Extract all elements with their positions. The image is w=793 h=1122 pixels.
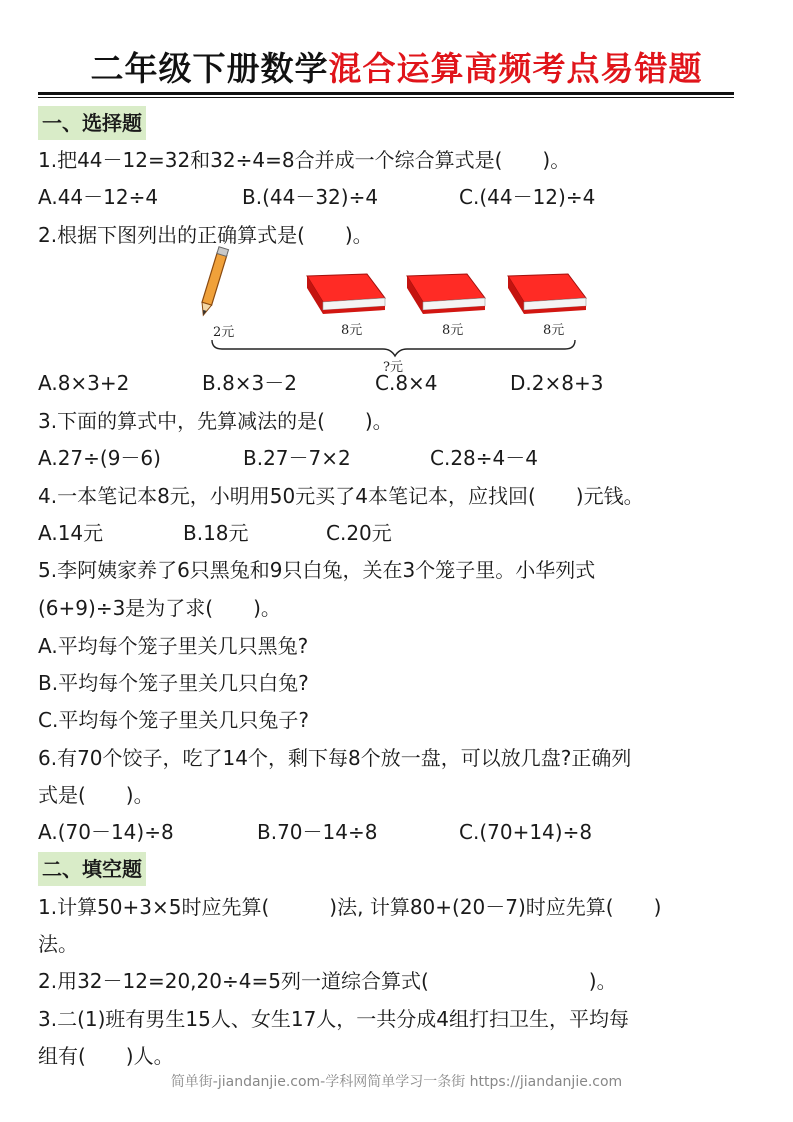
- book-price-2: 8元: [442, 323, 464, 338]
- f3-text-line2: 组有( )人。: [38, 1044, 174, 1068]
- q2-text: 2.根据下图列出的正确算式是( )。: [38, 223, 373, 247]
- q2-option-a: A.8×3+2: [38, 371, 130, 395]
- title-rule-thin: [38, 97, 734, 98]
- book-icon: [307, 274, 385, 314]
- q2-option-b: B.8×3－2: [202, 371, 298, 395]
- section-heading-choice: 一、选择题: [38, 106, 146, 140]
- q1-option-a: A.44－12÷4: [38, 185, 159, 209]
- q1-text: 1.把44－12=32和32÷4=8合并成一个综合算式是( )。: [38, 148, 571, 172]
- footer-watermark: 简单街-jiandanjie.com-学科网简单学习一条街 https://jiandanjie.com: [170, 1074, 623, 1090]
- book-icon: [508, 274, 586, 314]
- f1-text-line1: 1.计算50+3×5时应先算( )法, 计算80+(20－7)时应先算( ): [38, 895, 662, 919]
- title-highlight: 混合运算高频考点易错题: [328, 49, 703, 88]
- q1-option-c: C.(44－12)÷4: [459, 185, 596, 209]
- f3-text-line1: 3.二(1)班有男生15人、女生17人，一共分成4组打扫卫生，平均每: [38, 1007, 630, 1031]
- q3-option-c: C.28÷4－4: [430, 446, 538, 470]
- q2-option-c: C.8×4: [375, 371, 438, 395]
- q3-option-b: B.27－7×2: [243, 446, 351, 470]
- pencil-price: 2元: [213, 325, 235, 340]
- q4-option-c: C.20元: [326, 521, 392, 545]
- q5-option-b: B.平均每个笼子里关几只白兔?: [38, 671, 309, 695]
- book-price-1: 8元: [341, 323, 363, 338]
- q6-option-a: A.(70－14)÷8: [38, 820, 174, 844]
- q5-option-c: C.平均每个笼子里关几只兔子?: [38, 708, 309, 732]
- q4-option-a: A.14元: [38, 521, 104, 545]
- book-icon: [407, 274, 485, 314]
- f2-text: 2.用32－12=20,20÷4=5列一道综合算式( )。: [38, 969, 617, 993]
- q5-text-line2: (6+9)÷3是为了求( )。: [38, 596, 281, 620]
- q6-option-c: C.(70+14)÷8: [459, 820, 593, 844]
- title-prefix: 二年级下册数学: [90, 49, 329, 88]
- page-title: [0, 46, 793, 92]
- q3-option-a: A.27÷(9－6): [38, 446, 161, 470]
- q5-text-line1: 5.李阿姨家养了6只黑兔和9只白兔，关在3个笼子里。小华列式: [38, 558, 596, 582]
- title-rule-thick: [38, 92, 734, 95]
- pencil-icon: [199, 247, 229, 317]
- q2-option-d: D.2×8+3: [510, 371, 604, 395]
- q6-option-b: B.70－14÷8: [257, 820, 378, 844]
- q3-text: 3.下面的算式中，先算减法的是( )。: [38, 409, 393, 433]
- total-brace: [212, 340, 575, 356]
- book-price-3: 8元: [543, 323, 565, 338]
- f1-text-line2: 法。: [38, 932, 78, 956]
- section-heading-fill: 二、填空题: [38, 852, 146, 886]
- q5-option-a: A.平均每个笼子里关几只黑兔?: [38, 634, 309, 658]
- q6-text-line1: 6.有70个饺子，吃了14个，剩下每8个放一盘，可以放几盘?正确列: [38, 746, 632, 770]
- q6-text-line2: 式是( )。: [38, 783, 154, 807]
- q4-text: 4.一本笔记本8元，小明用50元买了4本笔记本，应找回( )元钱。: [38, 484, 644, 508]
- total-price: ?元: [383, 360, 403, 375]
- q4-option-b: B.18元: [183, 521, 249, 545]
- q2-figure: [195, 246, 595, 376]
- q1-option-b: B.(44－32)÷4: [242, 185, 379, 209]
